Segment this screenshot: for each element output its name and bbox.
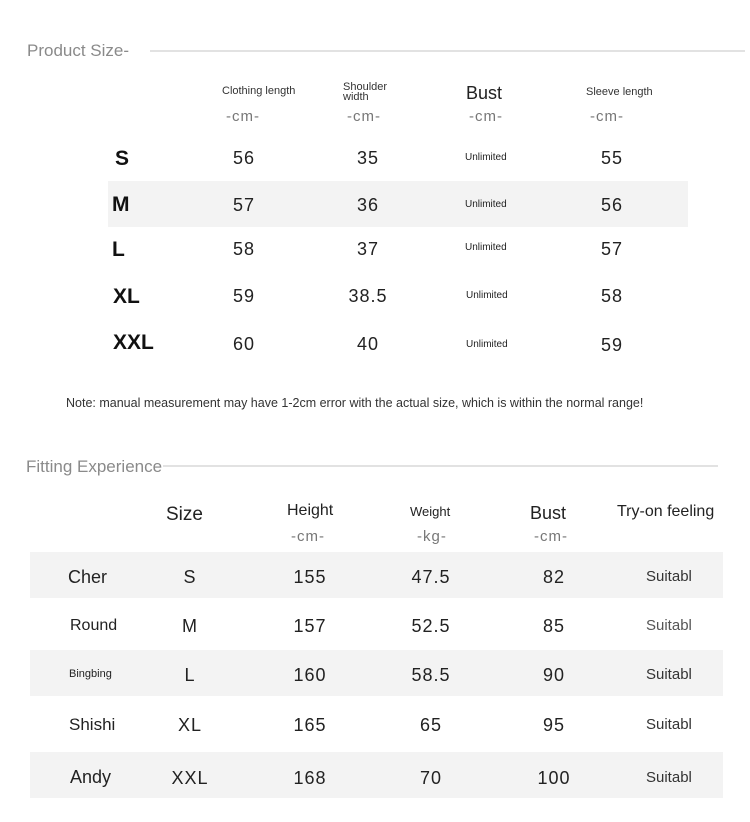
sleeve-length-value: 58	[600, 286, 624, 306]
fitting-experience-title: Fitting Experience	[26, 457, 163, 476]
size-label: XXL	[113, 331, 154, 354]
row-stripe	[30, 650, 723, 696]
model-name: Cher	[68, 567, 108, 587]
sleeve-length-value: 56	[600, 195, 624, 215]
size-value: XXL	[171, 768, 209, 788]
height-value: 157	[293, 616, 327, 636]
measurement-note: Note: manual measurement may have 1-2cm error with the actual size, which is within the normal range!	[66, 396, 644, 410]
weight-value: 58.5	[411, 665, 451, 685]
header-try-on-feeling: Try-on feeling	[617, 503, 715, 520]
bust-value: 95	[542, 715, 566, 735]
header-size: Size	[166, 504, 203, 525]
bust-value: Unlimited	[465, 199, 507, 210]
shoulder-width-value: 38.5	[348, 286, 388, 306]
unit-clothing-length: -cm-	[226, 108, 260, 125]
unit-sleeve-length: -cm-	[590, 108, 624, 125]
product-size-title: Product Size-	[27, 41, 130, 60]
try-on-feeling-value: Suitabl	[646, 617, 692, 634]
shoulder-width-value: 37	[356, 239, 380, 259]
row-stripe	[30, 752, 723, 798]
header-height: Height	[287, 502, 334, 519]
header-bust: Bust	[530, 503, 567, 523]
height-value: 160	[293, 665, 327, 685]
unit-shoulder-width: -cm-	[347, 108, 381, 125]
sleeve-length-value: 57	[600, 239, 624, 259]
height-value: 165	[293, 715, 327, 735]
header-shoulder-width	[343, 82, 387, 102]
try-on-feeling-value: Suitabl	[646, 769, 692, 786]
size-value: M	[182, 616, 198, 636]
bust-value: 100	[537, 768, 571, 788]
weight-value: 65	[419, 715, 443, 735]
weight-value: 52.5	[411, 616, 451, 636]
clothing-length-value: 57	[232, 195, 256, 215]
bust-value: 85	[542, 616, 566, 636]
bust-value: Unlimited	[466, 339, 508, 350]
size-label: M	[112, 193, 130, 216]
clothing-length-value: 59	[232, 286, 256, 306]
model-name: Andy	[70, 767, 112, 787]
try-on-feeling-value: Suitabl	[646, 716, 692, 733]
unit-weight: -kg-	[417, 528, 447, 545]
size-value: XL	[177, 715, 203, 735]
size-label: XL	[113, 285, 140, 308]
row-stripe	[30, 552, 723, 598]
bust-value: 90	[542, 665, 566, 685]
try-on-feeling-value: Suitabl	[646, 568, 692, 585]
size-value: L	[184, 665, 196, 685]
try-on-feeling-value: Suitabl	[646, 666, 692, 683]
size-label: S	[115, 147, 130, 170]
bust-value: 82	[542, 567, 566, 587]
bust-value: Unlimited	[466, 290, 508, 301]
unit-bust: -cm-	[469, 108, 503, 125]
clothing-length-value: 60	[232, 334, 256, 354]
shoulder-width-value: 40	[356, 334, 380, 354]
header-shoulder-line2: width	[343, 91, 369, 103]
sleeve-length-value: 55	[600, 148, 624, 168]
unit-height: -cm-	[291, 528, 325, 545]
model-name: Round	[70, 617, 118, 634]
header-bust: Bust	[466, 83, 503, 103]
weight-value: 47.5	[411, 567, 451, 587]
size-value: S	[183, 567, 197, 587]
header-sleeve-length: Sleeve length	[586, 86, 653, 98]
title-divider	[163, 465, 718, 467]
shoulder-width-value: 36	[356, 195, 380, 215]
model-name: Shishi	[69, 715, 116, 734]
shoulder-width-value: 35	[356, 148, 380, 168]
header-clothing-length: Clothing length	[222, 85, 296, 97]
clothing-length-value: 58	[232, 239, 256, 259]
bust-value: Unlimited	[465, 152, 507, 163]
title-divider	[150, 50, 745, 52]
height-value: 168	[293, 768, 327, 788]
weight-value: 70	[419, 768, 443, 788]
height-value: 155	[293, 567, 327, 587]
model-name: Bingbing	[69, 668, 112, 680]
header-weight: Weight	[410, 504, 451, 519]
sleeve-length-value: 59	[600, 335, 624, 355]
clothing-length-value: 56	[232, 148, 256, 168]
header-shoulder-line1: Shoulder	[343, 81, 388, 93]
unit-bust: -cm-	[534, 528, 568, 545]
size-label: L	[112, 238, 125, 261]
bust-value: Unlimited	[465, 242, 507, 253]
